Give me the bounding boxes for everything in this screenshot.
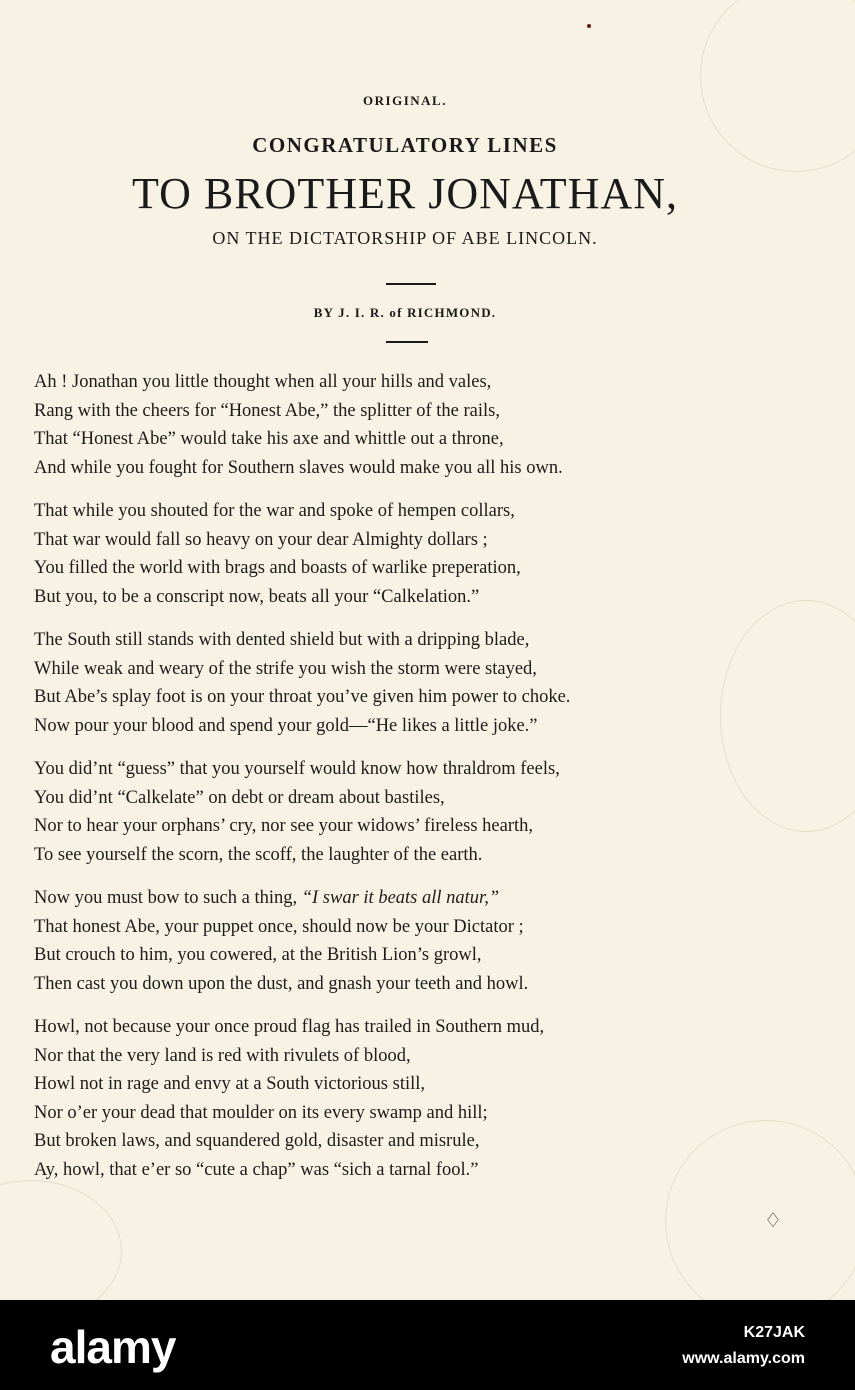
poem-line: But Abe’s splay foot is on your throat you’ve given him power to choke. [34, 687, 571, 707]
kicker-text: ORIGINAL. [363, 93, 447, 108]
poem-line: And while you fought for Southern slaves would make you all his own. [34, 457, 563, 478]
poem-title: TO BROTHER JONATHAN, [132, 169, 678, 218]
byline: BY J. I. R. of RICHMOND. [313, 305, 497, 320]
ink-speck [587, 24, 591, 28]
poem-line: But broken laws, and squandered gold, disaster and misrule, [34, 1131, 480, 1151]
poem-line: Ah ! Jonathan you little thought when all your hills and vales, [34, 372, 492, 392]
stanza-4 [34, 755, 794, 869]
poem-line [34, 884, 794, 913]
poem-subtitle: ON THE DICTATORSHIP OF ABE LINCOLN. [212, 228, 598, 248]
poem-body [34, 368, 794, 1199]
poem-line: Nor to hear your orphans’ cry, nor see your widows’ fireless hearth, [34, 816, 533, 836]
poem-line: That honest Abe, your puppet once, should now be your Dictator ; [34, 916, 524, 937]
site-url: www.alamy.com [682, 1350, 805, 1367]
poem-line: While weak and weary of the strife you wish the storm were stayed, [34, 658, 537, 679]
poem-line: Howl, not because your once proud flag has trailed in Southern mud, [34, 1017, 545, 1037]
poem-line: That “Honest Abe” would take his axe and whittle out a throne, [34, 429, 504, 449]
ink-mark-icon: ♢ [764, 1210, 782, 1232]
poem-line: Then cast you down upon the dust, and gnash your teeth and howl. [34, 973, 529, 994]
poem-line: Howl not in rage and envy at a South victorious still, [34, 1074, 426, 1094]
poem-line: You did’nt “guess” that you yourself would know how thraldrom feels, [34, 759, 560, 779]
poem-line: The South still stands with dented shield but with a dripping blade, [34, 630, 530, 650]
watermark-footer [0, 1300, 855, 1390]
poem-line: That while you shouted for the war and spoke of hempen collars, [34, 501, 515, 521]
divider-rule [386, 341, 428, 343]
poem-line: You did’nt “Calkelate” on debt or dream about bastiles, [34, 787, 445, 808]
poem-label: CONGRATULATORY LINES [252, 133, 558, 157]
poem-line: Nor o’er your dead that moulder on its every swamp and hill; [34, 1102, 488, 1123]
poem-line: To see yourself the scorn, the scoff, the laughter of the earth. [34, 844, 483, 865]
brand-logo: alamy [50, 1321, 176, 1373]
stanza-3 [34, 626, 794, 740]
line-text: Now you must bow to such a thing, [34, 888, 302, 908]
poem-line: Nor that the very land is red with rivulets of blood, [34, 1045, 411, 1066]
poem-line: But crouch to him, you cowered, at the British Lion’s growl, [34, 945, 482, 965]
italic-quote: “I swar it beats all natur,” [301, 888, 500, 908]
poem-line: Now pour your blood and spend your gold—“He likes a little joke.” [34, 715, 538, 736]
poem-line: Rang with the cheers for “Honest Abe,” the splitter of the rails, [34, 400, 500, 421]
poem-line: You filled the world with brags and boasts of warlike preperation, [34, 558, 521, 578]
divider-rule [386, 283, 436, 285]
stanza-5 [34, 884, 794, 998]
stanza-2 [34, 497, 794, 611]
poem-line: Ay, howl, that e’er so “cute a chap” was “sich a tarnal fool.” [34, 1159, 479, 1180]
image-id: K27JAK [743, 1324, 805, 1341]
stanza-1 [34, 368, 794, 482]
stanza-6 [34, 1013, 794, 1184]
poem-line: But you, to be a conscript now, beats all your “Calkelation.” [34, 586, 480, 607]
poem-line: That war would fall so heavy on your dear Almighty dollars ; [34, 529, 488, 550]
